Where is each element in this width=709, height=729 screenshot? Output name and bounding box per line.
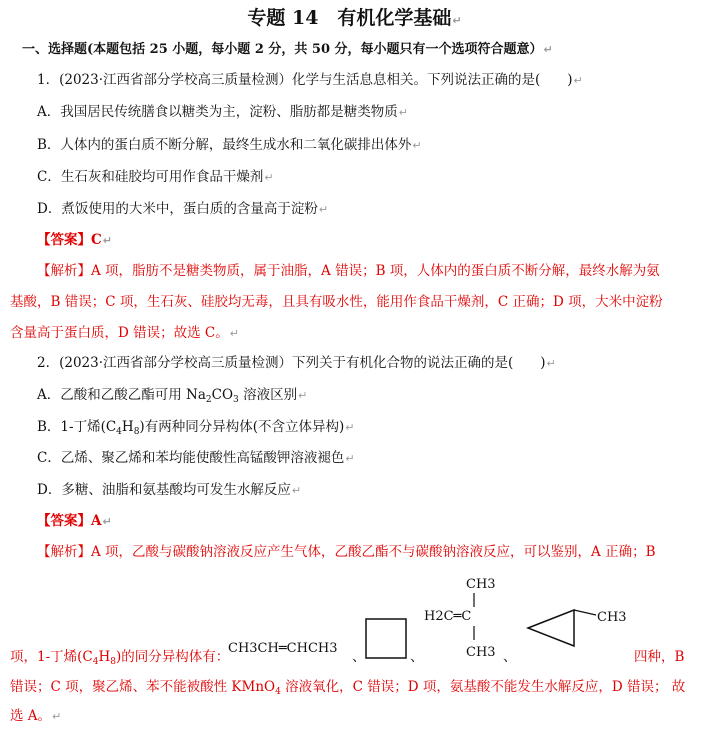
question-2-option-b: B．1-丁烯$(C_4H_8)$有两种同分异构体(不含立体异构)↵ xyxy=(37,419,355,437)
question-1-option-b: B．人体内的蛋白质不断分解，最终生成水和二氧化碳排出体外↵ xyxy=(37,137,422,153)
paragraph-mark: ↵ xyxy=(298,389,308,402)
question-2-answer: 【答案】A↵ xyxy=(37,513,112,529)
section-heading: 一、选择题(本题包括 25 小题，每小题 2 分，共 50 分，每小题只有一个选项符合题意）↵ xyxy=(22,42,553,57)
question-1-option-a: A．我国居民传统膳食以糖类为主，淀粉、脂肪都是糖类物质↵ xyxy=(37,104,408,120)
question-2-option-a: A．乙酸和乙酸乙酯可用 $Na_2CO_3$ 溶液区别↵ xyxy=(37,387,308,405)
paragraph-mark: ↵ xyxy=(102,515,112,528)
paragraph-mark: ↵ xyxy=(345,452,355,465)
structure-cyclobutane xyxy=(362,616,408,662)
question-2-analysis-line-3: 错误；C 项，聚乙烯、苯不能被酸性 KMnO$_4$ 溶液氧化，C 错误；D 项，氨基酸不能发生水解反应，D 错误； 故 xyxy=(10,679,686,697)
separator-comma: 、 xyxy=(410,649,424,665)
question-2-option-c: C．乙烯、聚乙烯和苯均能使酸性高锰酸钾溶液褪色↵ xyxy=(37,450,355,466)
isobutene-left-group: H2C═C xyxy=(424,609,472,624)
butene-formula: CH3CH═CHCH3 xyxy=(228,641,338,656)
structure-2-butene xyxy=(228,634,352,660)
question-1-option-c: C．生石灰和硅胶均可用作食品干燥剂↵ xyxy=(37,169,274,185)
paragraph-mark: ↵ xyxy=(452,14,462,27)
paragraph-mark: ↵ xyxy=(573,74,583,87)
paragraph-mark: ↵ xyxy=(412,139,422,152)
question-1-analysis-line-2: 基酸，B 错误；C 项，生石灰、硅胶均无毒，且具有吸水性，能用作食品干燥剂，C 正确；D 项，大米中淀粉 xyxy=(10,294,663,310)
question-1-option-d: D．煮饭使用的大米中，蛋白质的含量高于淀粉↵ xyxy=(37,201,329,217)
question-1-answer: 【答案】C↵ xyxy=(37,232,112,248)
paragraph-mark: ↵ xyxy=(229,327,239,340)
structure-isobutene xyxy=(418,570,502,662)
paragraph-mark: ↵ xyxy=(52,710,62,723)
separator-comma: 、 xyxy=(503,649,517,665)
paragraph-mark: ↵ xyxy=(398,106,408,119)
paragraph-mark: ↵ xyxy=(264,171,274,184)
isobutene-top-methyl: CH3 xyxy=(466,577,496,592)
paragraph-mark: ↵ xyxy=(291,484,302,497)
question-2-analysis-line-4: 选 A。↵ xyxy=(10,708,62,724)
paragraph-mark: ↵ xyxy=(543,43,553,56)
question-2-option-d: D．多糖、油脂和氨基酸均可发生水解反应↵ xyxy=(37,482,302,498)
paragraph-mark: ↵ xyxy=(318,203,329,216)
paragraph-mark: ↵ xyxy=(546,357,556,370)
paragraph-mark: ↵ xyxy=(102,234,112,247)
question-2-analysis-line-1: 【解析】A 项，乙酸与碳酸钠溶液反应产生气体，乙酸乙酯不与碳酸钠溶液反应，可以鉴别，A 正确；B xyxy=(37,544,656,560)
isobutene-bottom-methyl: CH3 xyxy=(466,645,496,660)
svg-text:CH3CH═CHCH3 xyxy=(228,641,338,656)
question-2-stem: 2．(2023·江西省部分学校高三质量检测）下列关于有机化合物的说法正确的是( )↵ xyxy=(37,355,556,371)
question-1-analysis-line-1: 【解析】A 项，脂肪不是糖类物质，属于油脂，A 错误；B 项，人体内的蛋白质不断分解，最终水解为氨 xyxy=(37,263,660,279)
question-2-analysis-line-2-end: 四种，B xyxy=(634,649,685,665)
question-2-analysis-line-2: 项，1-丁烯$(C_4H_8)$的同分异构体有： xyxy=(10,649,230,667)
separator-comma: 、 xyxy=(352,649,366,665)
question-1-stem: 1．(2023·江西省部分学校高三质量检测）化学与生活息息相关。下列说法正确的是( )↵ xyxy=(37,72,583,88)
paragraph-mark: ↵ xyxy=(345,421,355,434)
question-1-analysis-line-3: 含量高于蛋白质，D 错误；故选 C。↵ xyxy=(10,325,239,341)
methylcyclopropane-methyl: CH3 xyxy=(597,610,627,625)
page-title: 专题 14 有机化学基础↵ xyxy=(247,7,462,29)
structure-methylcyclopropane xyxy=(522,600,634,656)
